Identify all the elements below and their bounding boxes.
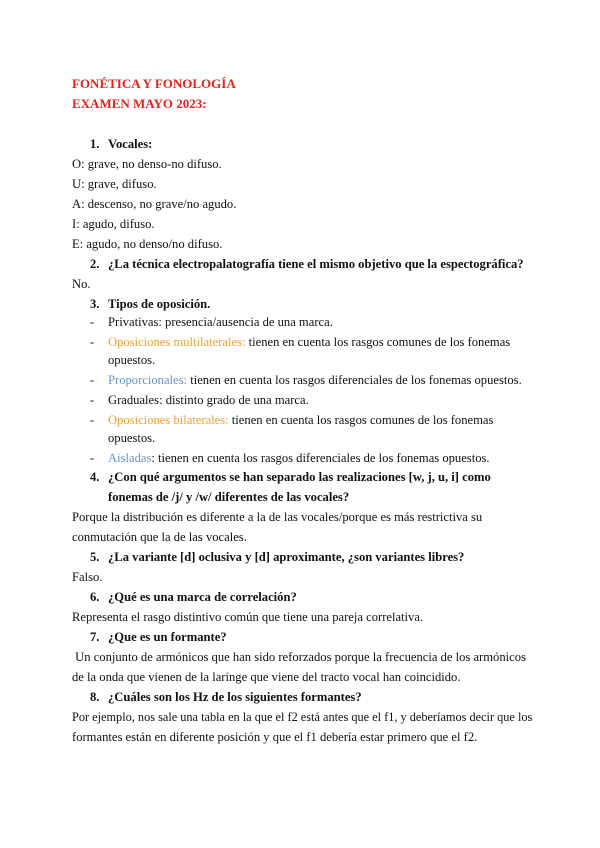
list-item-body xyxy=(108,334,510,350)
list-item-continuation: opuestos. xyxy=(108,353,156,367)
list-item xyxy=(90,334,511,350)
question-5-number: 5. xyxy=(90,550,100,564)
question-1-title: Vocales: xyxy=(108,137,153,151)
list-item xyxy=(90,412,494,428)
answer-6: Representa el rasgo distintivo común que tiene una pareja correlativa. xyxy=(72,610,424,624)
question-8-title: ¿Cuáles son los Hz de los siguientes formantes? xyxy=(108,690,362,704)
opposition-term: Privativas xyxy=(108,315,159,329)
list-item xyxy=(90,314,333,330)
question-6-title: ¿Qué es una marca de correlación? xyxy=(108,590,297,604)
opposition-term: Oposiciones bilaterales: xyxy=(108,413,229,427)
question-5-title: ¿La variante [d] oclusiva y [d] aproximante, ¿son variantes libres? xyxy=(108,550,465,564)
answer-4-line: conmutación que la de las vocales. xyxy=(72,530,247,544)
list-item-body xyxy=(108,412,493,428)
opposition-description: tienen en cuenta los rasgos diferenciales de los fonemas opuestos. xyxy=(187,373,522,387)
answer-1-line: I: agudo, difuso. xyxy=(72,217,155,231)
opposition-description: : distinto grado de una marca. xyxy=(159,393,309,407)
question-1 xyxy=(90,136,152,152)
opposition-term: Aisladas xyxy=(108,451,152,465)
list-item xyxy=(90,450,490,466)
answer-2: No. xyxy=(72,277,91,291)
answer-1-line: A: descenso, no grave/no agudo. xyxy=(72,197,237,211)
answer-7-line: de la onda que vienen de la laringe que viene del tracto vocal han coincidido. xyxy=(72,670,461,684)
question-2-title: ¿La técnica electropalatografía tiene el mismo objetivo que la espectográfica? xyxy=(108,257,524,271)
answer-1-line: U: grave, difuso. xyxy=(72,177,157,191)
opposition-description: : presencia/ausencia de una marca. xyxy=(158,315,333,329)
question-3-number: 3. xyxy=(90,297,100,311)
list-dash: - xyxy=(90,451,95,465)
list-dash: - xyxy=(90,315,95,329)
document-title-line1: FONÉTICA Y FONOLOGÍA xyxy=(72,76,236,91)
question-8-number: 8. xyxy=(90,690,100,704)
list-item-body xyxy=(108,450,490,466)
question-2 xyxy=(90,256,524,272)
question-5 xyxy=(90,549,464,565)
question-8 xyxy=(90,689,362,705)
list-item-continuation: opuestos. xyxy=(108,431,156,445)
question-7 xyxy=(90,629,227,645)
list-item xyxy=(90,392,309,408)
list-item xyxy=(90,372,522,388)
question-4 xyxy=(90,469,491,485)
list-dash: - xyxy=(90,413,95,427)
answer-8-line: Por ejemplo, nos sale una tabla en la que el f2 está antes que el f1, y deberíamos decir que los xyxy=(72,710,533,724)
question-7-title: ¿Que es un formante? xyxy=(108,630,227,644)
question-1-number: 1. xyxy=(90,137,100,151)
document-title-line2: EXAMEN MAYO 2023: xyxy=(72,96,207,111)
question-2-number: 2. xyxy=(90,257,100,271)
list-item-body xyxy=(108,372,522,388)
answer-5: Falso. xyxy=(72,570,103,584)
question-3 xyxy=(90,296,210,312)
answer-4-line: Porque la distribución es diferente a la de las vocales/porque es más restrictiva su xyxy=(72,510,483,524)
opposition-description: tienen en cuenta los rasgos comunes de los fonemas xyxy=(245,335,511,349)
question-4-number: 4. xyxy=(90,470,100,484)
question-6 xyxy=(90,589,297,605)
question-7-number: 7. xyxy=(90,630,100,644)
list-dash: - xyxy=(90,373,95,387)
opposition-term: Graduales xyxy=(108,393,160,407)
opposition-term: Oposiciones multilaterales: xyxy=(108,335,246,349)
question-4-title: ¿Con qué argumentos se han separado las realizaciones [w, j, u, i] como xyxy=(108,470,491,484)
question-3-title: Tipos de oposición. xyxy=(108,297,211,311)
opposition-term: Proporcionales: xyxy=(108,373,188,387)
question-4-title-cont: fonemas de /j/ y /w/ diferentes de las vocales? xyxy=(108,490,350,504)
list-dash: - xyxy=(90,393,95,407)
list-item-body xyxy=(108,392,309,408)
opposition-description: : tienen en cuenta los rasgos diferenciales de los fonemas opuestos. xyxy=(151,451,490,465)
question-6-number: 6. xyxy=(90,590,100,604)
answer-1-line: O: grave, no denso-no difuso. xyxy=(72,157,222,171)
answer-8-line: formantes están en diferente posición y que el f1 debería estar primero que el f2. xyxy=(72,730,478,744)
list-item-body xyxy=(108,314,333,330)
opposition-description: tienen en cuenta los rasgos comunes de los fonemas xyxy=(228,413,494,427)
answer-1-line: E: agudo, no denso/no difuso. xyxy=(72,237,223,251)
answer-7-line: Un conjunto de armónicos que han sido reforzados porque la frecuencia de los armónicos xyxy=(72,650,526,664)
list-dash: - xyxy=(90,335,95,349)
